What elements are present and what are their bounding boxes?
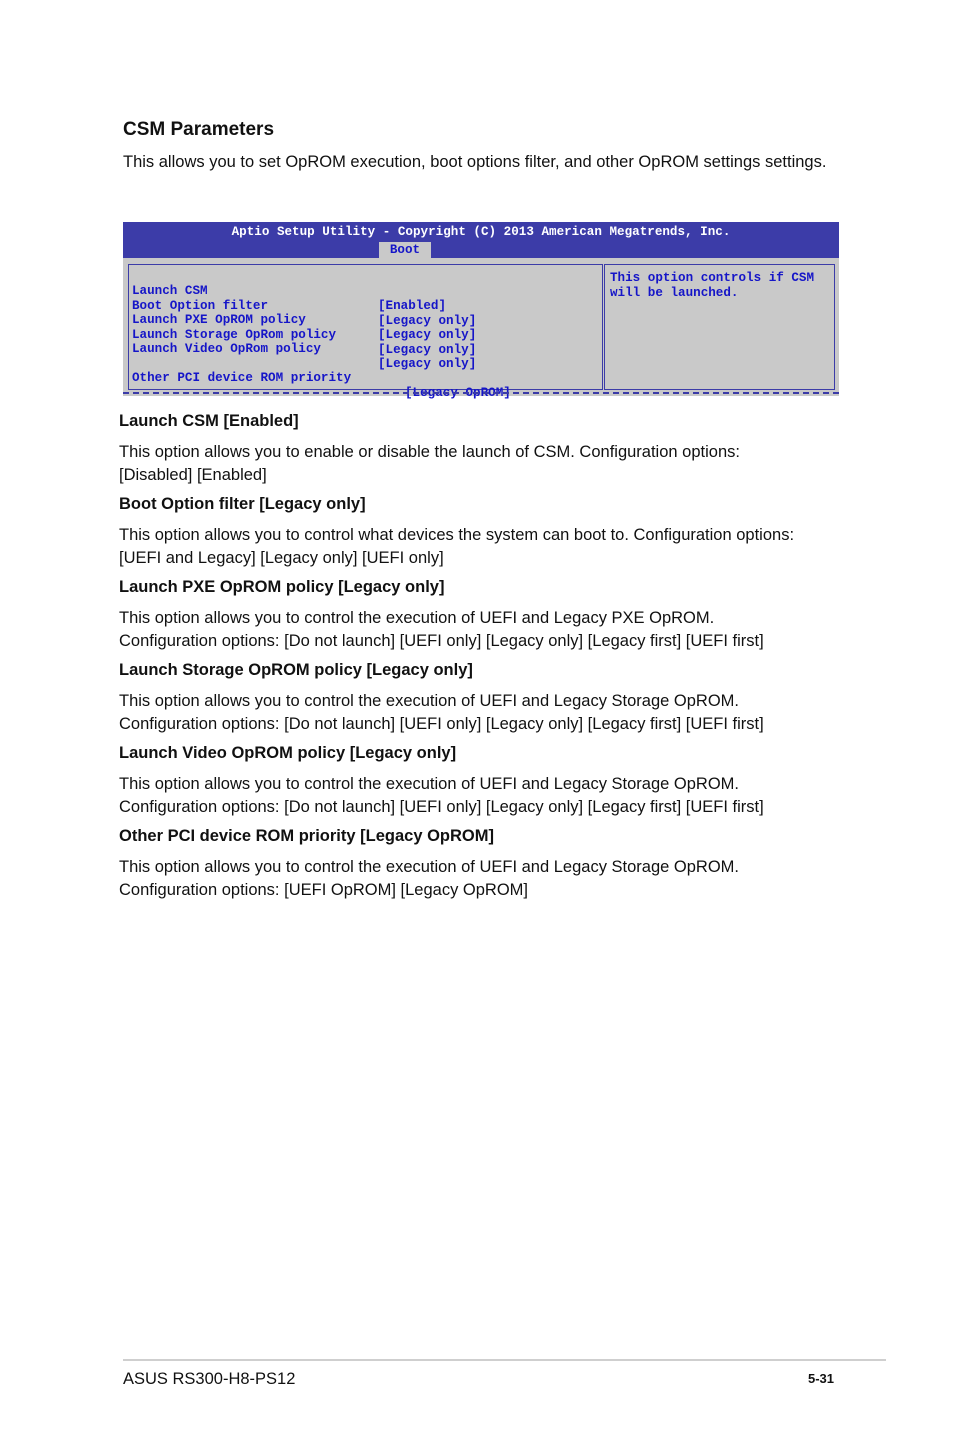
option-desc-boot-option-filter	[119, 524, 839, 570]
desc-line: Configuration options: [Do not launch] [UEFI only] [Legacy only] [Legacy first] [UEFI first]	[119, 715, 764, 733]
option-desc-launch-pxe	[119, 607, 839, 653]
desc-line: This option allows you to control the execution of UEFI and Legacy Storage OpROM.	[119, 692, 739, 710]
bios-help-panel	[604, 264, 835, 390]
desc-line: Configuration options: [Do not launch] [UEFI only] [Legacy only] [Legacy first] [UEFI first]	[119, 798, 764, 816]
footer-divider	[123, 1359, 886, 1361]
bios-settings-panel	[128, 264, 603, 400]
option-heading-boot-option-filter: Boot Option filter [Legacy only]	[119, 495, 366, 513]
desc-line: [UEFI and Legacy] [Legacy only] [UEFI only]	[119, 549, 444, 567]
section-title: CSM Parameters	[123, 119, 275, 140]
desc-line: This option allows you to control what devices the system can boot to. Configuration options:	[119, 526, 795, 544]
option-heading-launch-pxe: Launch PXE OpROM policy [Legacy only]	[119, 578, 445, 596]
bios-dashed-border	[123, 392, 839, 394]
desc-line: Configuration options: [UEFI OpROM] [Legacy OpROM]	[119, 881, 528, 899]
desc-line: This option allows you to control the execution of UEFI and Legacy PXE OpROM.	[119, 609, 715, 627]
option-heading-launch-csm: Launch CSM [Enabled]	[119, 412, 299, 430]
bios-title: Aptio Setup Utility - Copyright (C) 2013 American Megatrends, Inc.	[231, 225, 731, 239]
bios-item-value: [Legacy OpROM]	[405, 386, 511, 400]
bios-screenshot	[123, 222, 839, 400]
bios-item-label: Boot Option filter	[132, 299, 269, 313]
bios-tab-boot[interactable]: Boot	[379, 242, 431, 258]
desc-line: Configuration options: [Do not launch] [UEFI only] [Legacy only] [Legacy first] [UEFI first]	[119, 632, 764, 650]
bios-item-value: [Legacy only]	[378, 343, 477, 357]
bios-item-label: Other PCI device ROM priority	[132, 371, 352, 385]
bios-item-value: [Enabled]	[378, 299, 447, 313]
section-intro: This allows you to set OpROM execution, boot options filter, and other OpROM settings settings.	[123, 153, 827, 171]
desc-line: [Disabled] [Enabled]	[119, 466, 267, 484]
option-desc-launch-video	[119, 773, 839, 819]
bios-header	[123, 222, 839, 258]
option-desc-launch-storage	[119, 690, 839, 736]
option-desc-launch-csm	[119, 441, 839, 487]
desc-line: This option allows you to enable or disable the launch of CSM. Configuration options:	[119, 443, 740, 461]
option-heading-other-pci: Other PCI device ROM priority [Legacy OpROM]	[119, 827, 494, 845]
bios-item-value: [Legacy only]	[378, 357, 477, 371]
bios-item-label: Launch Storage OpRom policy	[132, 328, 337, 342]
option-desc-other-pci	[119, 856, 839, 902]
footer-page-number: 5-31	[808, 1371, 835, 1386]
bios-item-label: Launch Video OpRom policy	[132, 342, 321, 356]
bios-item-label: Launch PXE OpROM policy	[132, 313, 306, 327]
bios-help-text: This option controls if CSM will be launched.	[610, 271, 815, 300]
footer-product-name: ASUS RS300-H8-PS12	[123, 1370, 296, 1388]
bios-item-value: [Legacy only]	[378, 314, 477, 328]
option-heading-launch-storage: Launch Storage OpROM policy [Legacy only]	[119, 661, 473, 679]
option-heading-launch-video: Launch Video OpROM policy [Legacy only]	[119, 744, 457, 762]
desc-line: This option allows you to control the execution of UEFI and Legacy Storage OpROM.	[119, 858, 739, 876]
bios-item-value: [Legacy only]	[378, 328, 477, 342]
desc-line: This option allows you to control the execution of UEFI and Legacy Storage OpROM.	[119, 775, 739, 793]
bios-item-label: Launch CSM	[132, 284, 208, 298]
